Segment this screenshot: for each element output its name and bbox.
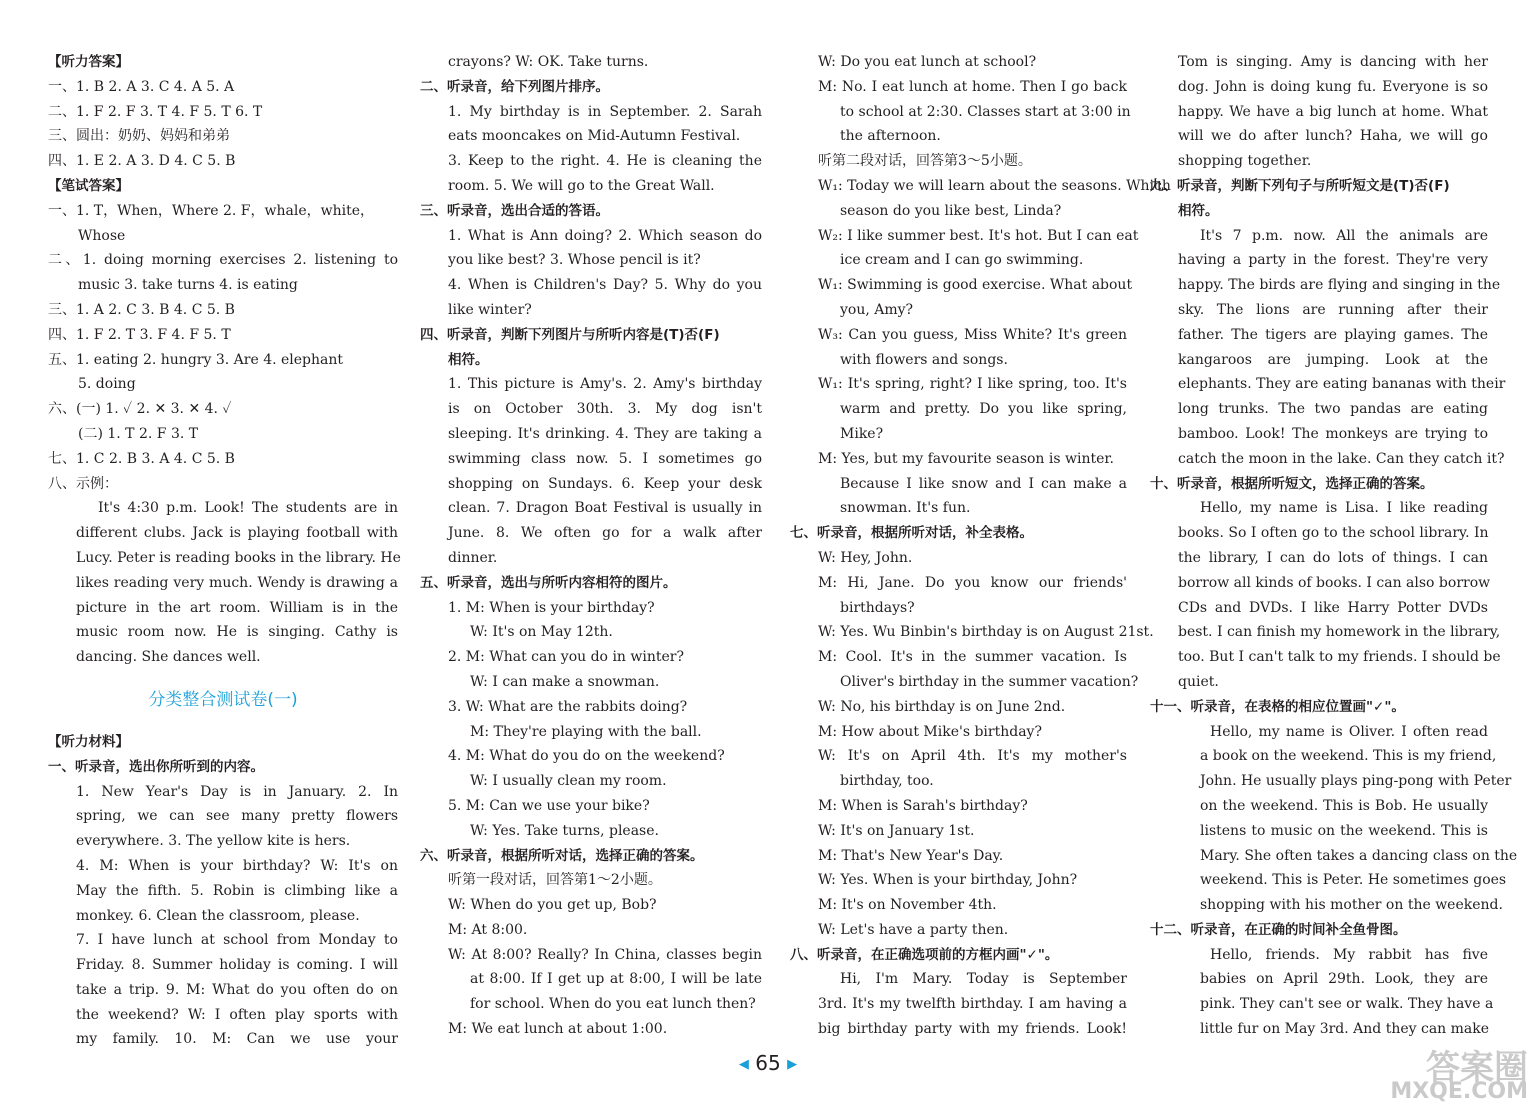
text-line: 1. What is Ann doing? 2. Which season do	[448, 227, 762, 244]
section-heading: 【听力答案】	[48, 54, 129, 70]
text-line: 3. W: What are the rabbits doing?	[448, 698, 688, 715]
text-line: like winter?	[448, 301, 532, 318]
text-line: W: Hey, John.	[818, 549, 913, 566]
text-line: spring, we can see many pretty flowers	[76, 808, 398, 825]
text-line: It's 4:30 p.m. Look! The students are in	[98, 500, 398, 517]
text-line: W: At 8:00? Really? In China, classes begin	[448, 946, 762, 963]
text-line: shopping on Sundays. 6. Keep your desk	[448, 475, 762, 492]
section-heading: 四、听录音，判断下列图片与所听内容是(T)否(F)	[420, 326, 720, 343]
text-line: M: That's New Year's Day.	[818, 847, 1004, 864]
text-line: season do you like best, Linda?	[840, 202, 1062, 219]
text-line: W: It's on April 4th. It's my mother's	[818, 748, 1127, 765]
section-heading: 【笔试答案】	[48, 177, 129, 194]
text-line: 五、1. eating 2. hungry 3. Are 4. elephant	[48, 351, 344, 368]
text-line: quiet.	[1178, 673, 1219, 690]
text-line: 7. I have lunch at school from Monday to	[76, 932, 398, 949]
section-heading: 八、听录音，在正确选项前的方框内画"✓"。	[790, 946, 1059, 963]
column-3	[790, 50, 1171, 1042]
text-line: everywhere. 3. The yellow kite is hers.	[76, 833, 351, 850]
text-line: crayons? W: OK. Take turns.	[448, 54, 649, 70]
text-line: 1. New Year's Day is in January. 2. In	[76, 783, 398, 800]
section-heading: 十二、听录音，在正确的时间补全鱼骨图。	[1150, 921, 1407, 938]
text-line: little fur on May 3rd. And they can make	[1200, 1021, 1490, 1038]
text-line: is on October 30th. 3. My dog isn't	[448, 401, 762, 418]
text-line: Hi, I'm Mary. Today is September	[840, 971, 1127, 988]
section-heading: 相符。	[448, 351, 489, 368]
text-line: W₁: It's spring, right? I like spring, too. It's	[818, 376, 1127, 393]
text-line: Tom is singing. Amy is dancing with her	[1178, 54, 1488, 70]
text-line: dog. John is doing kung fu. Everyone is so	[1178, 78, 1488, 95]
text-line: best. I can finish my homework in the library,	[1178, 624, 1501, 641]
column-4	[1150, 50, 1518, 1042]
text-line: 八、示例：	[48, 475, 118, 492]
text-line: 1. My birthday is in September. 2. Sarah	[448, 103, 762, 120]
text-line: 听第二段对话，回答第3～5小题。	[818, 153, 1032, 170]
text-line: Because I like snow and I can make a	[840, 475, 1127, 492]
text-line: eats mooncakes on Mid-Autumn Festival.	[448, 128, 741, 145]
text-line: W: When do you get up, Bob?	[448, 897, 657, 914]
text-line: W: Do you eat lunch at school?	[818, 54, 1037, 70]
text-line: room. 5. We will go to the Great Wall.	[448, 177, 715, 194]
text-line: W₁: Today we will learn about the seasons. Which	[818, 177, 1171, 194]
text-line: Oliver's birthday in the summer vacation?	[840, 673, 1139, 690]
text-line: W: Yes. Take turns, please.	[470, 822, 659, 839]
text-line: W: Yes. Wu Binbin's birthday is on August 21st.	[818, 624, 1154, 641]
section-heading: 十一、听录音，在表格的相应位置画"✓"。	[1150, 698, 1405, 715]
text-line: (二) 1. T 2. F 3. T	[78, 425, 199, 442]
text-line: W: I can make a snowman.	[470, 673, 660, 690]
text-line: W: Let's have a party then.	[818, 921, 1009, 938]
text-line: W: It's on May 12th.	[470, 624, 613, 641]
text-line: at 8:00. If I get up at 8:00, I will be late	[470, 971, 762, 988]
watermark-logo-text: 答案圈	[1426, 1048, 1528, 1088]
text-line: monkey. 6. Clean the classroom, please.	[76, 907, 360, 924]
text-line: 5. doing	[78, 376, 136, 393]
section-heading: 六、听录音，根据所听对话，选择正确的答案。	[420, 847, 704, 864]
text-line: 二、1. F 2. F 3. T 4. F 5. T 6. T	[48, 103, 263, 120]
text-line: 三、1. A 2. C 3. B 4. C 5. B	[48, 301, 235, 318]
text-line: Mike?	[840, 425, 884, 442]
text-line: 3. Keep to the right. 4. He is cleaning the	[448, 153, 762, 170]
text-line: will we do after lunch? Haha, we will go	[1178, 128, 1488, 145]
text-line: Friday. 8. Summer holiday is coming. I will	[76, 957, 398, 974]
section-heading: 一、听录音，选出你所听到的内容。	[48, 758, 264, 775]
section-heading: 十、听录音，根据所听短文，选择正确的答案。	[1150, 475, 1434, 492]
text-line: sky. The lions are running after their	[1178, 301, 1488, 318]
watermark	[1390, 1048, 1528, 1104]
text-line: May the fifth. 5. Robin is climbing like a	[76, 882, 398, 899]
text-line: the weekend? W: I often play sports with	[76, 1006, 398, 1023]
text-line: music 3. take turns 4. is eating	[78, 277, 298, 294]
section-heading: 相符。	[1178, 202, 1219, 219]
section-heading: 【听力材料】	[48, 733, 129, 750]
text-line: kangaroos are jumping. Look at the	[1178, 351, 1488, 368]
text-line: birthdays?	[840, 599, 915, 616]
page-number	[718, 1051, 818, 1075]
text-line: M: When is Sarah's birthday?	[818, 797, 1028, 814]
text-line: W: Yes. When is your birthday, John?	[818, 872, 1078, 889]
text-line: happy. We have a big lunch at home. What	[1178, 103, 1488, 120]
text-line: birthday, too.	[840, 773, 934, 790]
text-line: Mary. She often takes a dancing class on the	[1200, 847, 1518, 864]
text-line: take a trip. 9. M: What do you often do on	[76, 981, 398, 998]
text-line: the afternoon.	[840, 128, 941, 145]
text-line: 3rd. It's my twelfth birthday. I am having a	[818, 996, 1127, 1013]
text-line: 一、1. T，When，Where 2. F，whale，white，	[48, 202, 374, 219]
text-line: listens to music on the weekend. This is	[1200, 822, 1488, 839]
text-line: dinner.	[448, 549, 498, 566]
text-line: M: It's on November 4th.	[818, 897, 997, 914]
text-line: W₂: I like summer best. It's hot. But I can eat	[818, 227, 1139, 244]
text-line: W: I usually clean my room.	[470, 773, 667, 790]
text-line: you like best? 3. Whose pencil is it?	[448, 252, 701, 269]
text-line: clean. 7. Dragon Boat Festival is usually in	[448, 500, 762, 517]
text-line: M: Cool. It's in the summer vacation. Is	[818, 649, 1127, 666]
text-line: long trunks. The two pandas are eating	[1178, 401, 1488, 418]
text-line: Whose	[78, 227, 126, 244]
text-line: too. But I can't talk to my friends. I should be	[1178, 649, 1501, 666]
watermark-url: MXQE.COM	[1390, 1079, 1528, 1104]
text-line: 六、(一) 1. ✓ 2. ✕ 3. ✕ 4. ✓	[48, 401, 232, 418]
text-line: M: We eat lunch at about 1:00.	[448, 1021, 668, 1038]
text-line: big birthday party with my friends. Look!	[818, 1021, 1127, 1038]
text-line: Hello, friends. My rabbit has five	[1210, 946, 1488, 963]
text-line: you, Amy?	[840, 301, 914, 318]
text-line: elephants. They are eating bananas with their	[1178, 376, 1506, 393]
text-line: W: It's on January 1st.	[818, 822, 975, 839]
text-line: ice cream and I can go swimming.	[840, 252, 1084, 269]
text-line: 5. M: Can we use your bike?	[448, 797, 650, 814]
section-heading: 三、听录音，选出合适的答语。	[420, 202, 609, 219]
section-heading: 二、听录音，给下列图片排序。	[420, 78, 609, 95]
text-line: bamboo. Look! The monkeys are trying to	[1178, 425, 1488, 442]
text-line: pink. They can't see or walk. They have a	[1200, 996, 1494, 1013]
prev-page-arrow-icon: ◀	[738, 1057, 749, 1072]
text-line: 1. M: When is your birthday?	[448, 599, 655, 616]
text-line: my family. 10. M: Can we use your	[76, 1031, 398, 1048]
text-line: on the weekend. This is Bob. He usually	[1200, 797, 1488, 814]
text-line: Lucy. Peter is reading books in the library. He	[76, 549, 401, 566]
text-line: M: How about Mike's birthday?	[818, 723, 1042, 740]
text-line: weekend. This is Peter. He sometimes goes	[1200, 872, 1507, 889]
text-line: with flowers and songs.	[840, 351, 1008, 368]
text-line: swimming class now. 5. I sometimes go	[448, 450, 762, 467]
text-line: 一、1. B 2. A 3. C 4. A 5. A	[48, 78, 235, 95]
text-line: having a party in the forest. They're very	[1178, 252, 1488, 269]
text-line: babies on April 29th. Look, they are	[1200, 971, 1488, 988]
text-line: 4. M: What do you do on the weekend?	[448, 748, 725, 765]
text-line: M: At 8:00.	[448, 921, 528, 938]
text-line: 七、1. C 2. B 3. A 4. C 5. B	[48, 450, 235, 467]
text-line: shopping together.	[1178, 153, 1312, 170]
next-page-arrow-icon: ▶	[787, 1057, 798, 1072]
section-heading: 七、听录音，根据所听对话，补全表格。	[790, 525, 1033, 542]
text-line: catch the moon in the lake. Can they catch it?	[1178, 450, 1505, 467]
section-title: 分类整合测试卷(一)	[148, 689, 298, 710]
text-line: music room now. He is singing. Cathy is	[76, 624, 398, 641]
text-line: the library, I can do lots of things. I can	[1178, 549, 1488, 566]
text-line: borrow all kinds of books. I can also borrow	[1178, 574, 1491, 591]
text-line: Hello, my name is Oliver. I often read	[1210, 723, 1488, 740]
text-line: warm and pretty. Do you like spring,	[840, 401, 1127, 418]
text-line: June. 8. We often go for a walk after	[448, 525, 762, 542]
section-heading: 九、听录音，判断下列句子与所听短文是(T)否(F)	[1150, 177, 1450, 194]
text-line: W₃: Can you guess, Miss White? It's green	[818, 326, 1127, 343]
text-line: picture in the art room. William is in the	[76, 599, 398, 616]
section-heading: 五、听录音，选出与所听内容相符的图片。	[420, 574, 677, 591]
text-line: M: Yes, but my favourite season is winter.	[818, 450, 1115, 467]
text-line: dancing. She dances well.	[76, 649, 261, 666]
text-line: W: No, his birthday is on June 2nd.	[818, 698, 1066, 715]
text-line: different clubs. Jack is playing football with	[76, 525, 398, 542]
text-line: books. So I often go to the school library. In	[1178, 525, 1489, 542]
text-line: 2. M: What can you do in winter?	[448, 649, 684, 666]
text-line: John. He usually plays ping-pong with Peter	[1200, 773, 1512, 790]
text-line: It's 7 p.m. now. All the animals are	[1200, 227, 1488, 244]
column-1	[48, 50, 401, 1052]
text-line: for school. When do you eat lunch then?	[470, 996, 756, 1013]
text-line: happy. The birds are flying and singing in the	[1178, 277, 1501, 294]
column-2	[420, 50, 762, 1042]
text-line: M: They're playing with the ball.	[470, 723, 702, 740]
text-line: M: Hi, Jane. Do you know our friends'	[818, 574, 1127, 591]
text-line: 4. M: When is your birthday? W: It's on	[76, 857, 398, 874]
text-line: W₁: Swimming is good exercise. What about	[818, 277, 1133, 294]
text-line: CDs and DVDs. I like Harry Potter DVDs	[1178, 599, 1488, 616]
text-line: M: No. I eat lunch at home. Then I go back	[818, 78, 1127, 95]
text-line: shopping with his mother on the weekend.	[1200, 897, 1503, 914]
text-line: 1. This picture is Amy's. 2. Amy's birthday	[448, 376, 762, 393]
text-line: snowman. It's fun.	[840, 500, 971, 517]
text-line: father. The tigers are playing games. The	[1178, 326, 1488, 343]
text-line: 四、1. E 2. A 3. D 4. C 5. B	[48, 153, 236, 170]
text-line: 三、圆出：奶奶、妈妈和弟弟	[48, 128, 230, 145]
text-line: Hello, my name is Lisa. I like reading	[1200, 500, 1488, 517]
text-line: likes reading very much. Wendy is drawing a	[76, 574, 398, 591]
text-line: sleeping. It's drinking. 4. They are taking a	[448, 425, 762, 442]
text-line: 四、1. F 2. T 3. F 4. F 5. T	[48, 326, 231, 343]
text-line: 听第一段对话，回答第1～2小题。	[448, 872, 662, 889]
text-line: a book on the weekend. This is my friend,	[1200, 748, 1497, 765]
text-line: 二、1. doing morning exercises 2. listening to	[48, 252, 398, 269]
text-line: 4. When is Children's Day? 5. Why do you	[448, 277, 762, 294]
page-number-text: 65	[755, 1051, 781, 1075]
text-line: to school at 2:30. Classes start at 3:00 in	[840, 103, 1131, 120]
